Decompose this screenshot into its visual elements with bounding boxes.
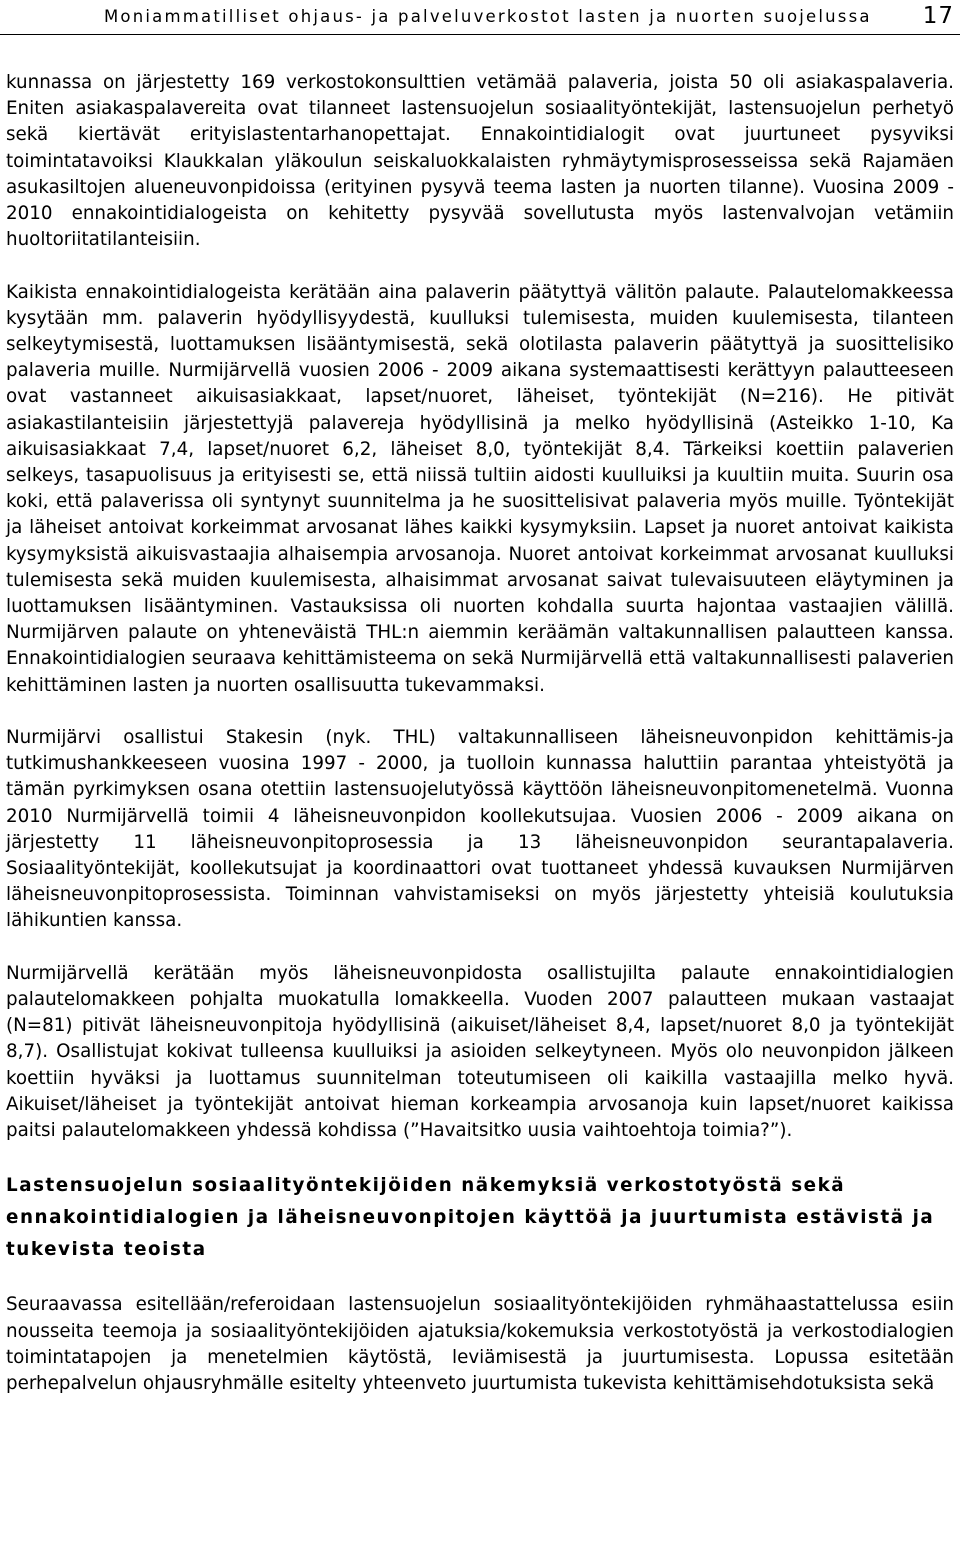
paragraph-laheisneuvonpito: Nurmijärvi osallistui Stakesin (nyk. THL) valtakunnalliseen läheisneuvonpidon kehittämis-ja tutkimushankkeeseen vuosina 1997 - 2000, ja tuolloin kunnassa haluttiin parantaa yhteistyötä ja tämän pyrkimyksen osana otettiin lastensuojelutyössä käyttöön läheisneuvonpitomenetelmä. Vuonna 2010 Nurmijärvellä toimii 4 läheisneuvonpidon koollekutsujaa. Vuosien 2006 - 2009 aikana on järjestetty 11 läheisneuvonpitoprosessia ja 13 läheisneuvonpidon seurantapalaveria. Sosiaalityöntekijät, koollekutsujat ja koordinaattori ovat tuottaneet yhdessä kuvauksen Nurmijärven läheisneuvonpitoprosessista. Toiminnan vahvistamiseksi on myös järjestetty yhteisiä koulutuksia lähikuntien kanssa. <box>6 727 954 932</box>
paragraph-ennakointidialogi-palaute: Kaikista ennakointidialogeista kerätään aina palaverin päätyttyä välitön palaute. Palautelomakkeessa kysytään mm. palaverin hyödyllisyydestä, kuulluksi tulemisesta, muiden kuulemisesta, tilanteen selkeytymisestä, luottamuksen lisääntymisestä, sekä olotilasta palaverin päätyttyä ja suosittelisiko palaveria muille. Nurmijärvellä vuosien 2006 - 2009 aikana systemaattisesti kerättyyn palautteeseen ovat vastanneet aikuisasiakkaat, lapset/nuoret, läheiset, työntekijät (N=216). He pitivät asiakastilanteisiin järjestettyjä palavereja hyödyllisinä ja melko hyödyllisinä (Asteikko 1-10, Ka aikuisasiakkaat 7,4, lapset/nuoret 6,2, läheiset 8,0, työntekijät 8,4. Tärkeiksi koettiin palaverien selkeys, tasapuolisuus ja erityisesti se, että niissä tultiin aidosti kuulluiksi ja kuultiin muita. Suurin osa koki, että palaverissa oli syntynyt suunnitelma ja he suosittelisivat palaveria myös muille. Työntekijät ja läheiset antoivat korkeimmat arvosanat lähes kaikki kysymyksiin. Lapset ja nuoret antoivat kaikista kysymyksistä aikuisvastaajia alhaisempia arvosanoja. Nuoret antoivat korkeimmat arvosanat kuulluksi tulemisesta sekä muiden kuulemisesta, alhaisimmat arvosanat saivat tulevaisuuteen eläytyminen ja luottamuksen lisääntyminen. Vastauksissa oli nuorten kohdalla suurta hajontaa vastaajien välillä. Nurmijärven palaute on yhteneväistä THL:n aiemmin keräämän valtakunnallisen palautteen kanssa. Ennakointidialogien seuraava kehittämisteema on sekä Nurmijärvellä että valtakunnallisesti palaverien kehittäminen lasten ja nuorten osallisuutta tukevammaksi. <box>6 281 954 696</box>
header-rule <box>0 34 960 35</box>
paragraph-ryhmahaastattelu: Seuraavassa esitellään/referoidaan lastensuojelun sosiaalityöntekijöiden ryhmähaastattelussa esiin nousseita teemoja ja sosiaalityöntekijöiden ajatuksia/kokemuksia verkostotyöstä ja verkostodialogien toimintatapojen ja menetelmien käytöstä, leviämisestä ja juurtumisesta. Lopussa esitetään perhepalvelun ohjausryhmälle esitelty yhteenveto juurtumista tukevista kehittämisehdotuksista sekä <box>6 1294 954 1395</box>
page-number: 17 <box>922 3 954 29</box>
paragraph-laheisneuvonpito-palaute: Nurmijärvellä kerätään myös läheisneuvonpidosta osallistujilta palaute ennakointidialogien palautelomakkeen pohjalta muokatulla lomakkeella. Vuoden 2007 palautteen mukaan vastaajat (N=81) pitivät läheisneuvonpitoja hyödyllisinä (aikuiset/läheiset 8,4, lapset/nuoret 8,0 ja työntekijät 8,7). Osallistujat kokivat tulleensa kuulluiksi ja asioiden selkeytyneen. Myös olo neuvonpidon jälkeen koettiin hyväksi ja luottamus suunnitelman toteutumiseen oli kaikilla vastaajilla melko hyvä. Aikuiset/läheiset ja työntekijät antoivat hieman korkeampia arvosanoja kuin lapset/nuoret kaikissa paitsi palautelomakkeen yhdessä kohdissa (”Havaitsitko uusia vaihtoehtoja toimia?”). <box>6 962 954 1142</box>
paragraph-verkostokonsultit: kunnassa on järjestetty 169 verkostokonsulttien vetämää palaveria, joista 50 oli asiakaspalaveria. Eniten asiakaspalavereita ovat tilanneet lastensuojelun sosiaalityöntekijät, lastensuojelun perhetyö sekä kiertävät erityislastentarhanopettajat. Ennakointidialogit ovat juurtuneet pysyviksi toimintatavoiksi Klaukkalan yläkoulun seiskaluokkalaisten ryhmäytymisprosesseissa sekä Rajamäen asukasiltojen alueneuvonpidoissa (erityinen pysyvä teema lasten ja nuorten tilanne). Vuosina 2009 - 2010 ennakointidialogeista on kehitetty pysyvää sovellutusta myös lastenvalvojan vetämiin huoltoriitatilanteisiin. <box>6 72 954 251</box>
section-heading: Lastensuojelun sosiaalityöntekijöiden näkemyksiä verkostotyöstä sekä ennakointidialogien ja läheisneuvonpitojen käyttöä ja juurtumista estävistä ja tukevista teoista <box>6 1175 935 1261</box>
page-body <box>6 70 954 1397</box>
running-header <box>104 4 954 30</box>
running-header-title: Moniammatilliset ohjaus- ja palveluverkostot lasten ja nuorten suojelussa <box>104 7 872 26</box>
